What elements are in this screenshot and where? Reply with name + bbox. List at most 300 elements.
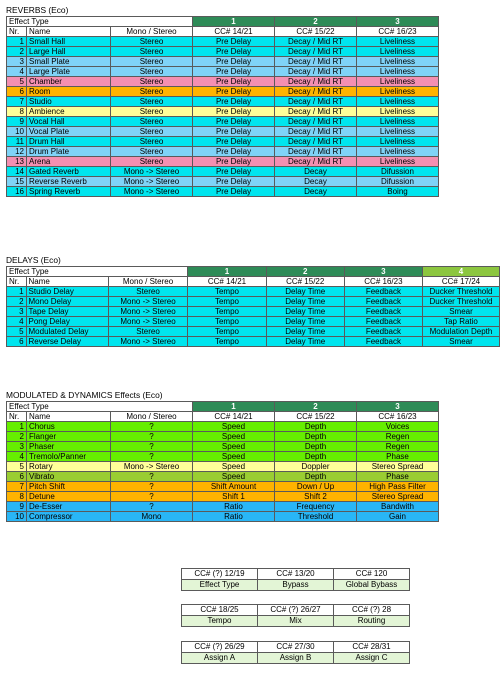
- row-param-2: Decay: [275, 177, 357, 187]
- row-param-3: Regen: [357, 432, 439, 442]
- row-param-1: Pre Delay: [193, 107, 275, 117]
- row-mono: Stereo: [111, 47, 193, 57]
- row-param-1: Pre Delay: [193, 47, 275, 57]
- row-nr: 7: [7, 482, 27, 492]
- row-param-4: Smear: [422, 307, 499, 317]
- row-name: Rotary: [27, 462, 111, 472]
- row-param-1: Pre Delay: [193, 87, 275, 97]
- row-param-2: Delay Time: [266, 317, 344, 327]
- row-nr: 16: [7, 187, 27, 197]
- reverbs-table-wrap: [6, 16, 439, 197]
- row-mono: Stereo: [111, 87, 193, 97]
- row-param-3: Feedback: [344, 337, 422, 347]
- row-name: Gated Reverb: [27, 167, 111, 177]
- row-param-3: Liveliness: [357, 147, 439, 157]
- param-number: 3: [344, 267, 422, 277]
- row-name: Tremolo/Panner: [27, 452, 111, 462]
- row-param-3: Liveliness: [357, 37, 439, 47]
- row-nr: 9: [7, 117, 27, 127]
- row-param-1: Speed: [193, 472, 275, 482]
- modulated-table: [6, 401, 439, 522]
- table-row: [7, 147, 439, 157]
- row-param-1: Tempo: [188, 307, 266, 317]
- table-row: [7, 317, 500, 327]
- table-row: [7, 157, 439, 167]
- row-param-1: Tempo: [188, 287, 266, 297]
- row-mono: ?: [111, 432, 193, 442]
- cc-label: CC# 14/21: [193, 27, 275, 37]
- row-name: Ambience: [27, 107, 111, 117]
- delays-table-wrap: [6, 266, 500, 347]
- table-row: [7, 307, 500, 317]
- row-mono: Stereo: [108, 327, 188, 337]
- row-name: Room: [27, 87, 111, 97]
- param-label: Mix: [258, 616, 334, 627]
- row-param-3: Stereo Spread: [357, 462, 439, 472]
- row-param-1: Pre Delay: [193, 177, 275, 187]
- table-row: [7, 462, 439, 472]
- row-name: Reverse Reverb: [27, 177, 111, 187]
- row-param-2: Depth: [275, 442, 357, 452]
- cc-label: CC# 16/23: [357, 412, 439, 422]
- cc-label: CC# 15/22: [275, 27, 357, 37]
- row-param-3: Liveliness: [357, 137, 439, 147]
- row-name: Chorus: [27, 422, 111, 432]
- row-param-2: Depth: [275, 452, 357, 462]
- row-param-3: Feedback: [344, 327, 422, 337]
- row-name: Vocal Hall: [27, 117, 111, 127]
- effect-type-label: Effect Type: [7, 17, 193, 27]
- table-row: [7, 512, 439, 522]
- param-label: Assign A: [182, 653, 258, 664]
- table-header-row: [7, 277, 500, 287]
- row-param-1: Pre Delay: [193, 187, 275, 197]
- row-param-2: Decay / Mid RT: [275, 137, 357, 147]
- row-param-1: Tempo: [188, 297, 266, 307]
- row-nr: 4: [7, 452, 27, 462]
- col-mono: Mono / Stereo: [108, 277, 188, 287]
- row-name: Mono Delay: [26, 297, 108, 307]
- row-param-3: Stereo Spread: [357, 492, 439, 502]
- row-nr: 4: [7, 317, 27, 327]
- row-mono: Stereo: [111, 137, 193, 147]
- row-name: Small Plate: [27, 57, 111, 67]
- row-nr: 12: [7, 147, 27, 157]
- row-param-3: Difussion: [357, 167, 439, 177]
- global-table: [181, 604, 410, 627]
- row-name: Flanger: [27, 432, 111, 442]
- cc-label: CC# (?) 26/29: [182, 642, 258, 653]
- param-number: 3: [357, 402, 439, 412]
- table-header-row: [7, 17, 439, 27]
- row-mono: Mono -> Stereo: [108, 317, 188, 327]
- row-param-1: Pre Delay: [193, 37, 275, 47]
- row-param-1: Pre Delay: [193, 167, 275, 177]
- row-nr: 9: [7, 502, 27, 512]
- cc-label: CC# 16/23: [344, 277, 422, 287]
- cc-label: CC# 27/30: [258, 642, 334, 653]
- row-param-2: Depth: [275, 422, 357, 432]
- cc-label: CC# 17/24: [422, 277, 499, 287]
- row-name: Arena: [27, 157, 111, 167]
- table-row: [7, 442, 439, 452]
- col-mono: Mono / Stereo: [111, 27, 193, 37]
- param-number: 2: [266, 267, 344, 277]
- row-param-1: Shift Amount: [193, 482, 275, 492]
- table-header-row: [7, 267, 500, 277]
- row-mono: Mono -> Stereo: [111, 167, 193, 177]
- table-row: [7, 472, 439, 482]
- row-param-3: Phase: [357, 452, 439, 462]
- param-number: 2: [275, 402, 357, 412]
- row-param-1: Speed: [193, 442, 275, 452]
- table-row: [7, 482, 439, 492]
- table-row: [182, 569, 410, 580]
- modulated-table-wrap: [6, 401, 439, 522]
- row-param-3: Liveliness: [357, 97, 439, 107]
- row-mono: Stereo: [111, 37, 193, 47]
- row-param-2: Delay Time: [266, 307, 344, 317]
- table-row: [7, 77, 439, 87]
- row-mono: Mono -> Stereo: [108, 297, 188, 307]
- row-name: Drum Plate: [27, 147, 111, 157]
- row-nr: 14: [7, 167, 27, 177]
- global-table: [181, 568, 410, 591]
- row-param-1: Tempo: [188, 337, 266, 347]
- row-param-3: Liveliness: [357, 57, 439, 67]
- param-number: 1: [188, 267, 266, 277]
- param-label: Bypass: [258, 580, 334, 591]
- col-nr: Nr.: [7, 412, 27, 422]
- row-name: Spring Reverb: [27, 187, 111, 197]
- cc-label: CC# 18/25: [182, 605, 258, 616]
- reverbs-table: [6, 16, 439, 197]
- table-row: [7, 492, 439, 502]
- table-row: [7, 57, 439, 67]
- row-nr: 1: [7, 37, 27, 47]
- row-param-3: Feedback: [344, 307, 422, 317]
- row-name: Pitch Shift: [27, 482, 111, 492]
- row-mono: Stereo: [111, 97, 193, 107]
- row-param-1: Pre Delay: [193, 77, 275, 87]
- row-param-2: Delay Time: [266, 287, 344, 297]
- row-param-2: Decay: [275, 167, 357, 177]
- param-label: Assign B: [258, 653, 334, 664]
- row-param-3: Liveliness: [357, 117, 439, 127]
- row-param-2: Decay / Mid RT: [275, 47, 357, 57]
- row-name: Reverse Delay: [26, 337, 108, 347]
- row-param-1: Tempo: [188, 317, 266, 327]
- row-param-1: Speed: [193, 432, 275, 442]
- table-row: [7, 502, 439, 512]
- row-name: Tape Delay: [26, 307, 108, 317]
- row-param-4: Tap Ratio: [422, 317, 499, 327]
- table-row: [7, 87, 439, 97]
- row-param-3: Liveliness: [357, 107, 439, 117]
- param-number: 3: [357, 17, 439, 27]
- row-mono: ?: [111, 482, 193, 492]
- row-name: Studio Delay: [26, 287, 108, 297]
- row-mono: ?: [111, 502, 193, 512]
- row-name: Compressor: [27, 512, 111, 522]
- table-row: [7, 422, 439, 432]
- delays-title: DELAYS (Eco): [6, 255, 61, 265]
- row-nr: 3: [7, 442, 27, 452]
- table-row: [182, 580, 410, 591]
- row-param-3: Liveliness: [357, 77, 439, 87]
- row-param-3: Feedback: [344, 317, 422, 327]
- table-row: [182, 642, 410, 653]
- param-number: 2: [275, 17, 357, 27]
- table-row: [7, 97, 439, 107]
- table-row: [7, 337, 500, 347]
- row-param-4: Ducker Threshold: [422, 297, 499, 307]
- row-param-1: Pre Delay: [193, 67, 275, 77]
- row-param-2: Depth: [275, 472, 357, 482]
- param-label: Effect Type: [182, 580, 258, 591]
- row-name: Large Hall: [27, 47, 111, 57]
- row-param-4: Modulation Depth: [422, 327, 499, 337]
- row-mono: Stereo: [111, 157, 193, 167]
- row-param-3: Gain: [357, 512, 439, 522]
- row-mono: ?: [111, 422, 193, 432]
- row-param-3: Boing: [357, 187, 439, 197]
- row-param-2: Decay / Mid RT: [275, 117, 357, 127]
- row-param-1: Speed: [193, 422, 275, 432]
- table-row: [7, 287, 500, 297]
- row-name: Modulated Delay: [26, 327, 108, 337]
- row-mono: ?: [111, 442, 193, 452]
- delays-table: [6, 266, 500, 347]
- col-name: Name: [27, 27, 111, 37]
- cc-label: CC# (?) 26/27: [258, 605, 334, 616]
- cc-label: CC# 14/21: [193, 412, 275, 422]
- row-mono: Stereo: [111, 107, 193, 117]
- table-row: [7, 297, 500, 307]
- row-mono: Stereo: [111, 147, 193, 157]
- global-table-3-wrap: [181, 641, 410, 664]
- row-name: Studio: [27, 97, 111, 107]
- row-name: Vibrato: [27, 472, 111, 482]
- row-nr: 2: [7, 432, 27, 442]
- row-mono: Stereo: [111, 117, 193, 127]
- row-param-3: Liveliness: [357, 67, 439, 77]
- row-nr: 6: [7, 472, 27, 482]
- cc-label: CC# 120: [334, 569, 410, 580]
- row-nr: 15: [7, 177, 27, 187]
- row-mono: ?: [111, 452, 193, 462]
- row-param-2: Delay Time: [266, 327, 344, 337]
- row-param-1: Pre Delay: [193, 127, 275, 137]
- row-param-2: Decay / Mid RT: [275, 77, 357, 87]
- row-mono: Stereo: [111, 77, 193, 87]
- table-row: [7, 37, 439, 47]
- row-param-3: Liveliness: [357, 47, 439, 57]
- cc-label: CC# 15/22: [266, 277, 344, 287]
- cc-label: CC# (?) 12/19: [182, 569, 258, 580]
- effect-type-label: Effect Type: [7, 402, 193, 412]
- row-param-3: Liveliness: [357, 127, 439, 137]
- row-nr: 10: [7, 512, 27, 522]
- cc-label: CC# 16/23: [357, 27, 439, 37]
- global-table-1-wrap: [181, 568, 410, 591]
- row-param-3: Feedback: [344, 297, 422, 307]
- table-row: [7, 127, 439, 137]
- row-nr: 6: [7, 337, 27, 347]
- row-param-3: High Pass Filter: [357, 482, 439, 492]
- row-nr: 5: [7, 77, 27, 87]
- row-param-3: Voices: [357, 422, 439, 432]
- table-row: [7, 117, 439, 127]
- row-param-3: Liveliness: [357, 87, 439, 97]
- row-param-3: Regen: [357, 442, 439, 452]
- row-name: Vocal Plate: [27, 127, 111, 137]
- row-param-1: Pre Delay: [193, 147, 275, 157]
- cc-label: CC# 14/21: [188, 277, 266, 287]
- row-mono: Mono -> Stereo: [108, 307, 188, 317]
- row-name: Large Plate: [27, 67, 111, 77]
- row-mono: Mono -> Stereo: [111, 187, 193, 197]
- table-row: [182, 605, 410, 616]
- row-param-2: Decay: [275, 187, 357, 197]
- row-mono: Mono: [111, 512, 193, 522]
- row-nr: 5: [7, 462, 27, 472]
- modulated-title: MODULATED & DYNAMICS Effects (Eco): [6, 390, 163, 400]
- table-row: [7, 327, 500, 337]
- row-mono: ?: [111, 492, 193, 502]
- effect-type-label: Effect Type: [7, 267, 188, 277]
- row-name: Drum Hall: [27, 137, 111, 147]
- col-nr: Nr.: [7, 27, 27, 37]
- row-param-3: Phase: [357, 472, 439, 482]
- row-param-2: Decay / Mid RT: [275, 147, 357, 157]
- row-param-2: Delay Time: [266, 297, 344, 307]
- row-nr: 8: [7, 492, 27, 502]
- row-param-1: Pre Delay: [193, 117, 275, 127]
- row-nr: 11: [7, 137, 27, 147]
- table-row: [182, 653, 410, 664]
- param-number: 1: [193, 17, 275, 27]
- row-param-1: Shift 1: [193, 492, 275, 502]
- row-mono: ?: [111, 472, 193, 482]
- row-param-2: Decay / Mid RT: [275, 37, 357, 47]
- param-number: 4: [422, 267, 499, 277]
- table-row: [7, 137, 439, 147]
- row-param-2: Down / Up: [275, 482, 357, 492]
- table-row: [7, 47, 439, 57]
- row-mono: Stereo: [111, 57, 193, 67]
- table-row: [7, 452, 439, 462]
- row-nr: 2: [7, 47, 27, 57]
- row-param-2: Decay / Mid RT: [275, 127, 357, 137]
- cc-label: CC# 28/31: [334, 642, 410, 653]
- col-name: Name: [27, 412, 111, 422]
- row-mono: Stereo: [108, 287, 188, 297]
- table-row: [7, 177, 439, 187]
- col-name: Name: [26, 277, 108, 287]
- table-row: [182, 616, 410, 627]
- row-param-1: Ratio: [193, 512, 275, 522]
- row-param-2: Shift 2: [275, 492, 357, 502]
- row-param-1: Pre Delay: [193, 57, 275, 67]
- cc-label: CC# (?) 28: [334, 605, 410, 616]
- row-param-1: Pre Delay: [193, 157, 275, 167]
- row-param-2: Threshold: [275, 512, 357, 522]
- param-label: Tempo: [182, 616, 258, 627]
- row-mono: Mono -> Stereo: [111, 462, 193, 472]
- global-table: [181, 641, 410, 664]
- row-param-2: Decay / Mid RT: [275, 87, 357, 97]
- row-nr: 3: [7, 307, 27, 317]
- cc-label: CC# 13/20: [258, 569, 334, 580]
- row-param-1: Pre Delay: [193, 97, 275, 107]
- table-header-row: [7, 27, 439, 37]
- param-number: 1: [193, 402, 275, 412]
- row-param-2: Decay / Mid RT: [275, 157, 357, 167]
- row-nr: 2: [7, 297, 27, 307]
- row-nr: 10: [7, 127, 27, 137]
- table-header-row: [7, 402, 439, 412]
- col-nr: Nr.: [7, 277, 27, 287]
- table-row: [7, 67, 439, 77]
- row-param-1: Speed: [193, 452, 275, 462]
- row-param-2: Frequency: [275, 502, 357, 512]
- table-row: [7, 107, 439, 117]
- table-row: [7, 187, 439, 197]
- row-param-1: Pre Delay: [193, 137, 275, 147]
- global-table-2-wrap: [181, 604, 410, 627]
- row-nr: 4: [7, 67, 27, 77]
- param-label: Assign C: [334, 653, 410, 664]
- col-mono: Mono / Stereo: [111, 412, 193, 422]
- table-header-row: [7, 412, 439, 422]
- row-param-2: Doppler: [275, 462, 357, 472]
- row-name: Pong Delay: [26, 317, 108, 327]
- row-param-1: Ratio: [193, 502, 275, 512]
- row-nr: 13: [7, 157, 27, 167]
- row-param-2: Decay / Mid RT: [275, 107, 357, 117]
- row-param-4: Smear: [422, 337, 499, 347]
- row-nr: 3: [7, 57, 27, 67]
- row-param-2: Decay / Mid RT: [275, 67, 357, 77]
- param-label: Global Bybass: [334, 580, 410, 591]
- row-mono: Mono -> Stereo: [108, 337, 188, 347]
- row-param-4: Ducker Threshold: [422, 287, 499, 297]
- row-param-3: Feedback: [344, 287, 422, 297]
- row-name: Small Hall: [27, 37, 111, 47]
- row-param-2: Depth: [275, 432, 357, 442]
- row-name: De-Esser: [27, 502, 111, 512]
- row-param-1: Speed: [193, 462, 275, 472]
- row-name: Detune: [27, 492, 111, 502]
- row-param-2: Delay Time: [266, 337, 344, 347]
- row-nr: 5: [7, 327, 27, 337]
- table-row: [7, 432, 439, 442]
- row-mono: Stereo: [111, 127, 193, 137]
- row-param-2: Decay / Mid RT: [275, 97, 357, 107]
- row-nr: 1: [7, 422, 27, 432]
- param-label: Routing: [334, 616, 410, 627]
- row-nr: 8: [7, 107, 27, 117]
- row-nr: 6: [7, 87, 27, 97]
- row-param-3: Liveliness: [357, 157, 439, 167]
- row-param-3: Bandwith: [357, 502, 439, 512]
- row-param-3: Difussion: [357, 177, 439, 187]
- row-nr: 7: [7, 97, 27, 107]
- row-mono: Mono -> Stereo: [111, 177, 193, 187]
- reverbs-title: REVERBS (Eco): [6, 5, 69, 15]
- row-mono: Stereo: [111, 67, 193, 77]
